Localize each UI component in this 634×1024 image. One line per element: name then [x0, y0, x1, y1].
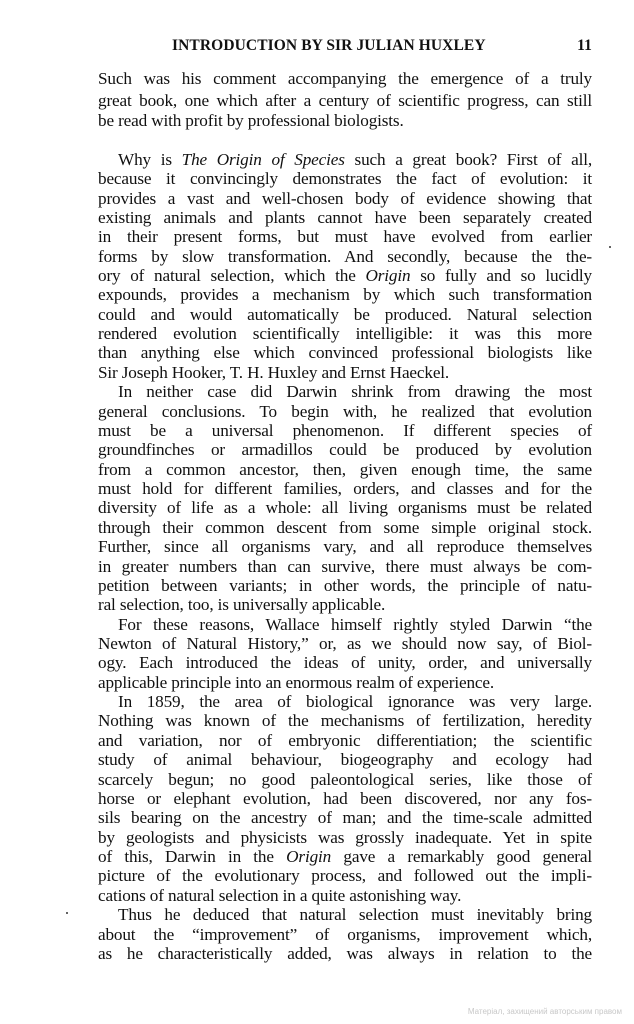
running-head	[172, 37, 592, 57]
text-line: Newton of Natural History,” or, as we should now say, of Biol-	[98, 634, 592, 653]
text-line: ral selection, too, is universally applicable.	[98, 595, 386, 614]
text-line: general conclusions. To begin with, he realized that evolution	[98, 402, 592, 421]
text-line: in greater numbers than can survive, there must always be com-	[98, 557, 592, 576]
text-line-segment: such a great book? First of all,	[344, 150, 592, 169]
text-line: must hold for different families, orders, and classes and for the	[98, 479, 592, 498]
text-line: provides a vast and well-chosen body of evidence showing that	[98, 189, 592, 208]
running-head-title: INTRODUCTION BY SIR JULIAN HUXLEY	[172, 37, 486, 54]
text-line: In neither case did Darwin shrink from drawing the most	[118, 382, 592, 401]
text-line: about the “improvement” of organisms, improvement which,	[98, 925, 592, 944]
text-line: through their common descent from some simple original stock.	[98, 518, 592, 537]
text-line: scarcely begun; no good paleontological series, like those of	[98, 770, 592, 789]
text-line: diversity of life as a whole: all living organisms must be related	[98, 498, 592, 517]
text-line: rendered evolution scientifically intelligible: it was this more	[98, 324, 592, 343]
text-line: For these reasons, Wallace himself rightly styled Darwin “the	[118, 615, 592, 634]
book-title-italic: Origin	[365, 266, 411, 285]
text-line: in their present forms, but must have evolved from earlier	[98, 227, 592, 246]
text-line: ogy. Each introduced the ideas of unity, order, and universally	[98, 653, 592, 672]
book-title-italic: Origin	[286, 847, 332, 866]
text-line: than anything else which convinced professional biologists like	[98, 343, 592, 362]
text-line	[98, 847, 592, 867]
text-line: existing animals and plants cannot have been separately created	[98, 208, 592, 227]
text-line: horse or elephant evolution, had been discovered, nor any fos-	[98, 789, 592, 808]
text-line: expounds, provides a mechanism by which such transformation	[98, 285, 592, 304]
text-line: petition between variants; in other words, the principle of natu-	[98, 576, 592, 595]
text-line-segment: Why is	[118, 150, 182, 169]
text-line	[98, 150, 592, 170]
text-line: and variation, nor of embryonic differentiation; the scientific	[98, 731, 592, 750]
text-line: Thus he deduced that natural selection must inevitably bring	[118, 905, 592, 924]
text-line: by geologists and physicists was grossly inadequate. Yet in spite	[98, 828, 592, 847]
text-line: Such was his comment accompanying the emergence of a truly	[98, 69, 592, 88]
scan-speck	[66, 912, 68, 914]
copyright-watermark: Матеріал, захищений авторським правом	[467, 1007, 622, 1016]
text-line: picture of the evolutionary process, and followed out the impli-	[98, 866, 592, 885]
text-line: must be a universal phenomenon. If different species of	[98, 421, 592, 440]
text-line: from a common ancestor, then, given enough time, the same	[98, 460, 592, 479]
text-line: forms by slow transformation. And secondly, because the the-	[98, 247, 592, 266]
text-line: Sir Joseph Hooker, T. H. Huxley and Ernst Haeckel.	[98, 363, 450, 382]
text-line: be read with profit by professional biologists.	[98, 111, 404, 130]
text-line: great book, one which after a century of scientific progress, can still	[98, 91, 592, 110]
text-line: study of animal behaviour, biogeography and ecology had	[98, 750, 592, 769]
text-line: applicable principle into an enormous realm of experience.	[98, 673, 494, 692]
text-line: because it convincingly demonstrates the fact of evolution: it	[98, 169, 592, 188]
text-line-segment: of this, Darwin in the	[98, 847, 287, 866]
text-line: In 1859, the area of biological ignorance was very large.	[118, 692, 592, 711]
text-line: sils bearing on the ancestry of man; and the time-scale admitted	[98, 808, 592, 827]
text-line-segment: so fully and so lucidly	[410, 266, 593, 285]
text-line: Further, since all organisms vary, and all reproduce themselves	[98, 537, 592, 556]
text-line: groundfinches or armadillos could be produced by evolution	[98, 440, 592, 459]
text-line: cations of natural selection in a quite astonishing way.	[98, 886, 462, 905]
scan-speck	[609, 246, 611, 248]
book-title-italic: The Origin of Species	[181, 150, 345, 169]
text-line-segment: ory of natural selection, which the	[98, 266, 366, 285]
text-line: could and would automatically be produced. Natural selection	[98, 305, 592, 324]
text-line	[98, 266, 592, 286]
text-line-segment: gave a remarkably good general	[331, 847, 592, 866]
text-line: Nothing was known of the mechanisms of fertilization, heredity	[98, 711, 592, 730]
page-number: 11	[577, 37, 592, 54]
text-line: as he characteristically added, was always in relation to the	[98, 944, 592, 963]
